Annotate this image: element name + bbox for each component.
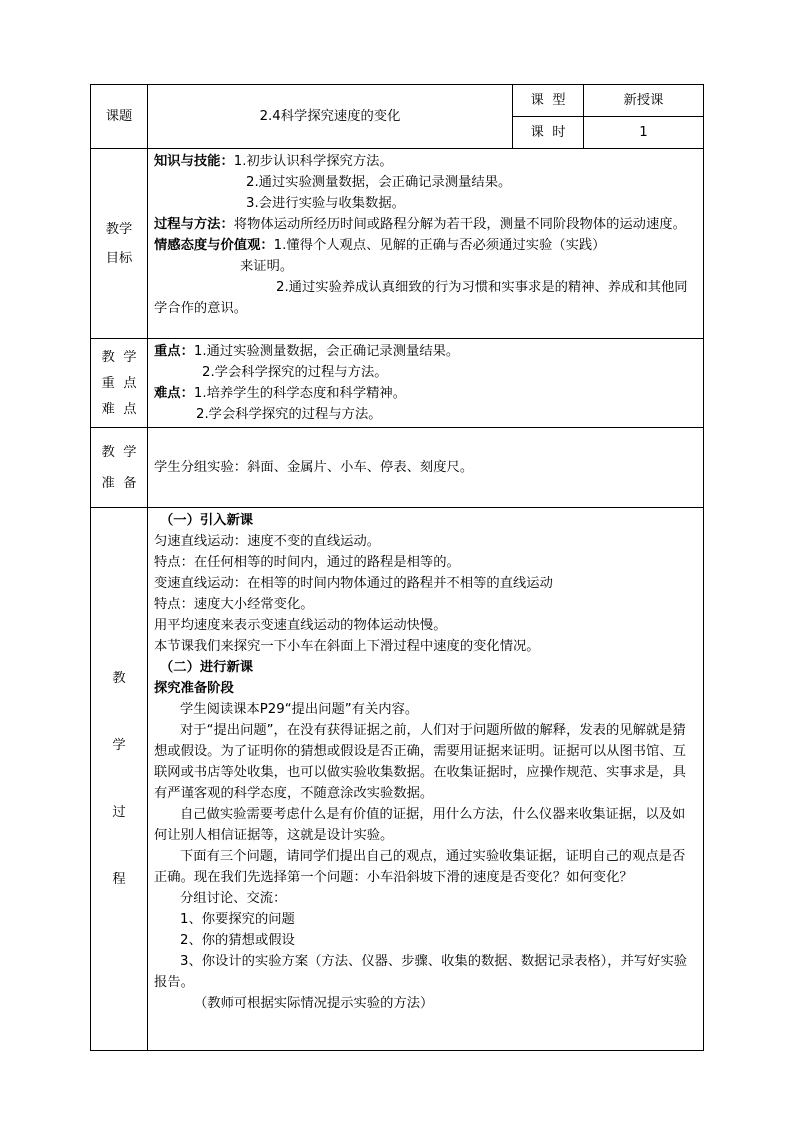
difficulty-heading: 难点： bbox=[154, 386, 194, 401]
keypoints-label-cell: 教 学 重 点 难 点 bbox=[91, 339, 148, 428]
process-label-cell: 教 学 过 程 bbox=[91, 508, 148, 1051]
new-lesson-heading: （二）进行新课 bbox=[160, 660, 254, 675]
intro-heading: （一）引入新课 bbox=[160, 513, 254, 528]
hours-value-cell: 1 bbox=[584, 117, 704, 149]
type-value-cell: 新授课 bbox=[584, 85, 704, 117]
key-heading: 重点： bbox=[154, 344, 194, 359]
title-value-cell: 2.4科学探究速度的变化 bbox=[148, 85, 513, 149]
objectives-content: 知识与技能：1.初步认识科学探究方法。 2.通过实验测量数据，会正确记录测量结果。 3.会进行实验与收集数据。 过程与方法：将物体运动所经历时间或路程分解为若干段，测量不同阶段物体的运动速度。 情感态度与价值观：1.懂得个人观点、见解的正确与否必须通过实验（实践） 来证明。 2.通过实验养成认真细致的行为习惯和实事求是的精神、养成和其他同学合作的意识。 bbox=[148, 149, 704, 339]
attitude-heading: 情感态度与价值观： bbox=[154, 238, 274, 253]
type-label-cell: 课 型 bbox=[513, 85, 584, 117]
lesson-plan-table bbox=[90, 84, 704, 1051]
knowledge-heading: 知识与技能： bbox=[154, 154, 234, 169]
hours-label-cell: 课 时 bbox=[513, 117, 584, 149]
prep-label-cell: 教 学 准 备 bbox=[91, 428, 148, 508]
prep-content: 学生分组实验：斜面、金属片、小车、停表、刻度尺。 bbox=[148, 428, 704, 508]
process-content: （一）引入新课 匀速直线运动：速度不变的直线运动。 特点：在任何相等的时间内，通过的路程是相等的。 变速直线运动：在相等的时间内物体通过的路程并不相等的直线运动 特点：速度大小经常变化。 用平均速度来表示变速直线运动的物体运动快慢。 本节课我们来探究一下小车在斜面上下滑过程中速度的变化情况。 （二）进行新课 探究准备阶段 学生阅读课本P29“提出问题”有关内容。 对于“提出问题”，在没有获得证据之前，人们对于问题所做的解释，发表的见解就是猜想或假设。为了证明你的猜想或假设是否正确，需要用证据来证明。证据可以从图书馆、互联网或书店等处收集，也可以做实验收集数据。在收集证据时，应操作规范、实事求是，具有严谨客观的科学态度，不随意涂改实验数据。 自己做实验需要考虑什么是有价值的证据，用什么方法，什么仪器来收集证据，以及如何让别人相信证据等，这就是设计实验。 下面有三个问题，请同学们提出自己的观点，通过实验收集证据，证明自己的观点是否正确。现在我们先选择第一个问题：小车沿斜坡下滑的速度是否变化？如何变化？ 分组讨论、交流： 1、你要探究的问题 2、你的猜想或假设 3、你设计的实验方案（方法、仪器、步骤、收集的数据、数据记录表格），并写好实验报告。 （教师可根据实际情况提示实验的方法） bbox=[148, 508, 704, 1051]
prep-stage-heading: 探究准备阶段 bbox=[154, 681, 234, 696]
process-method-heading: 过程与方法： bbox=[154, 217, 234, 232]
keypoints-content: 重点：1.通过实验测量数据，会正确记录测量结果。 2.学会科学探究的过程与方法。 难点：1.培养学生的科学态度和科学精神。 2.学会科学探究的过程与方法。 bbox=[148, 339, 704, 428]
title-label-cell: 课题 bbox=[91, 85, 148, 149]
objectives-label-cell: 教学 目标 bbox=[91, 149, 148, 339]
